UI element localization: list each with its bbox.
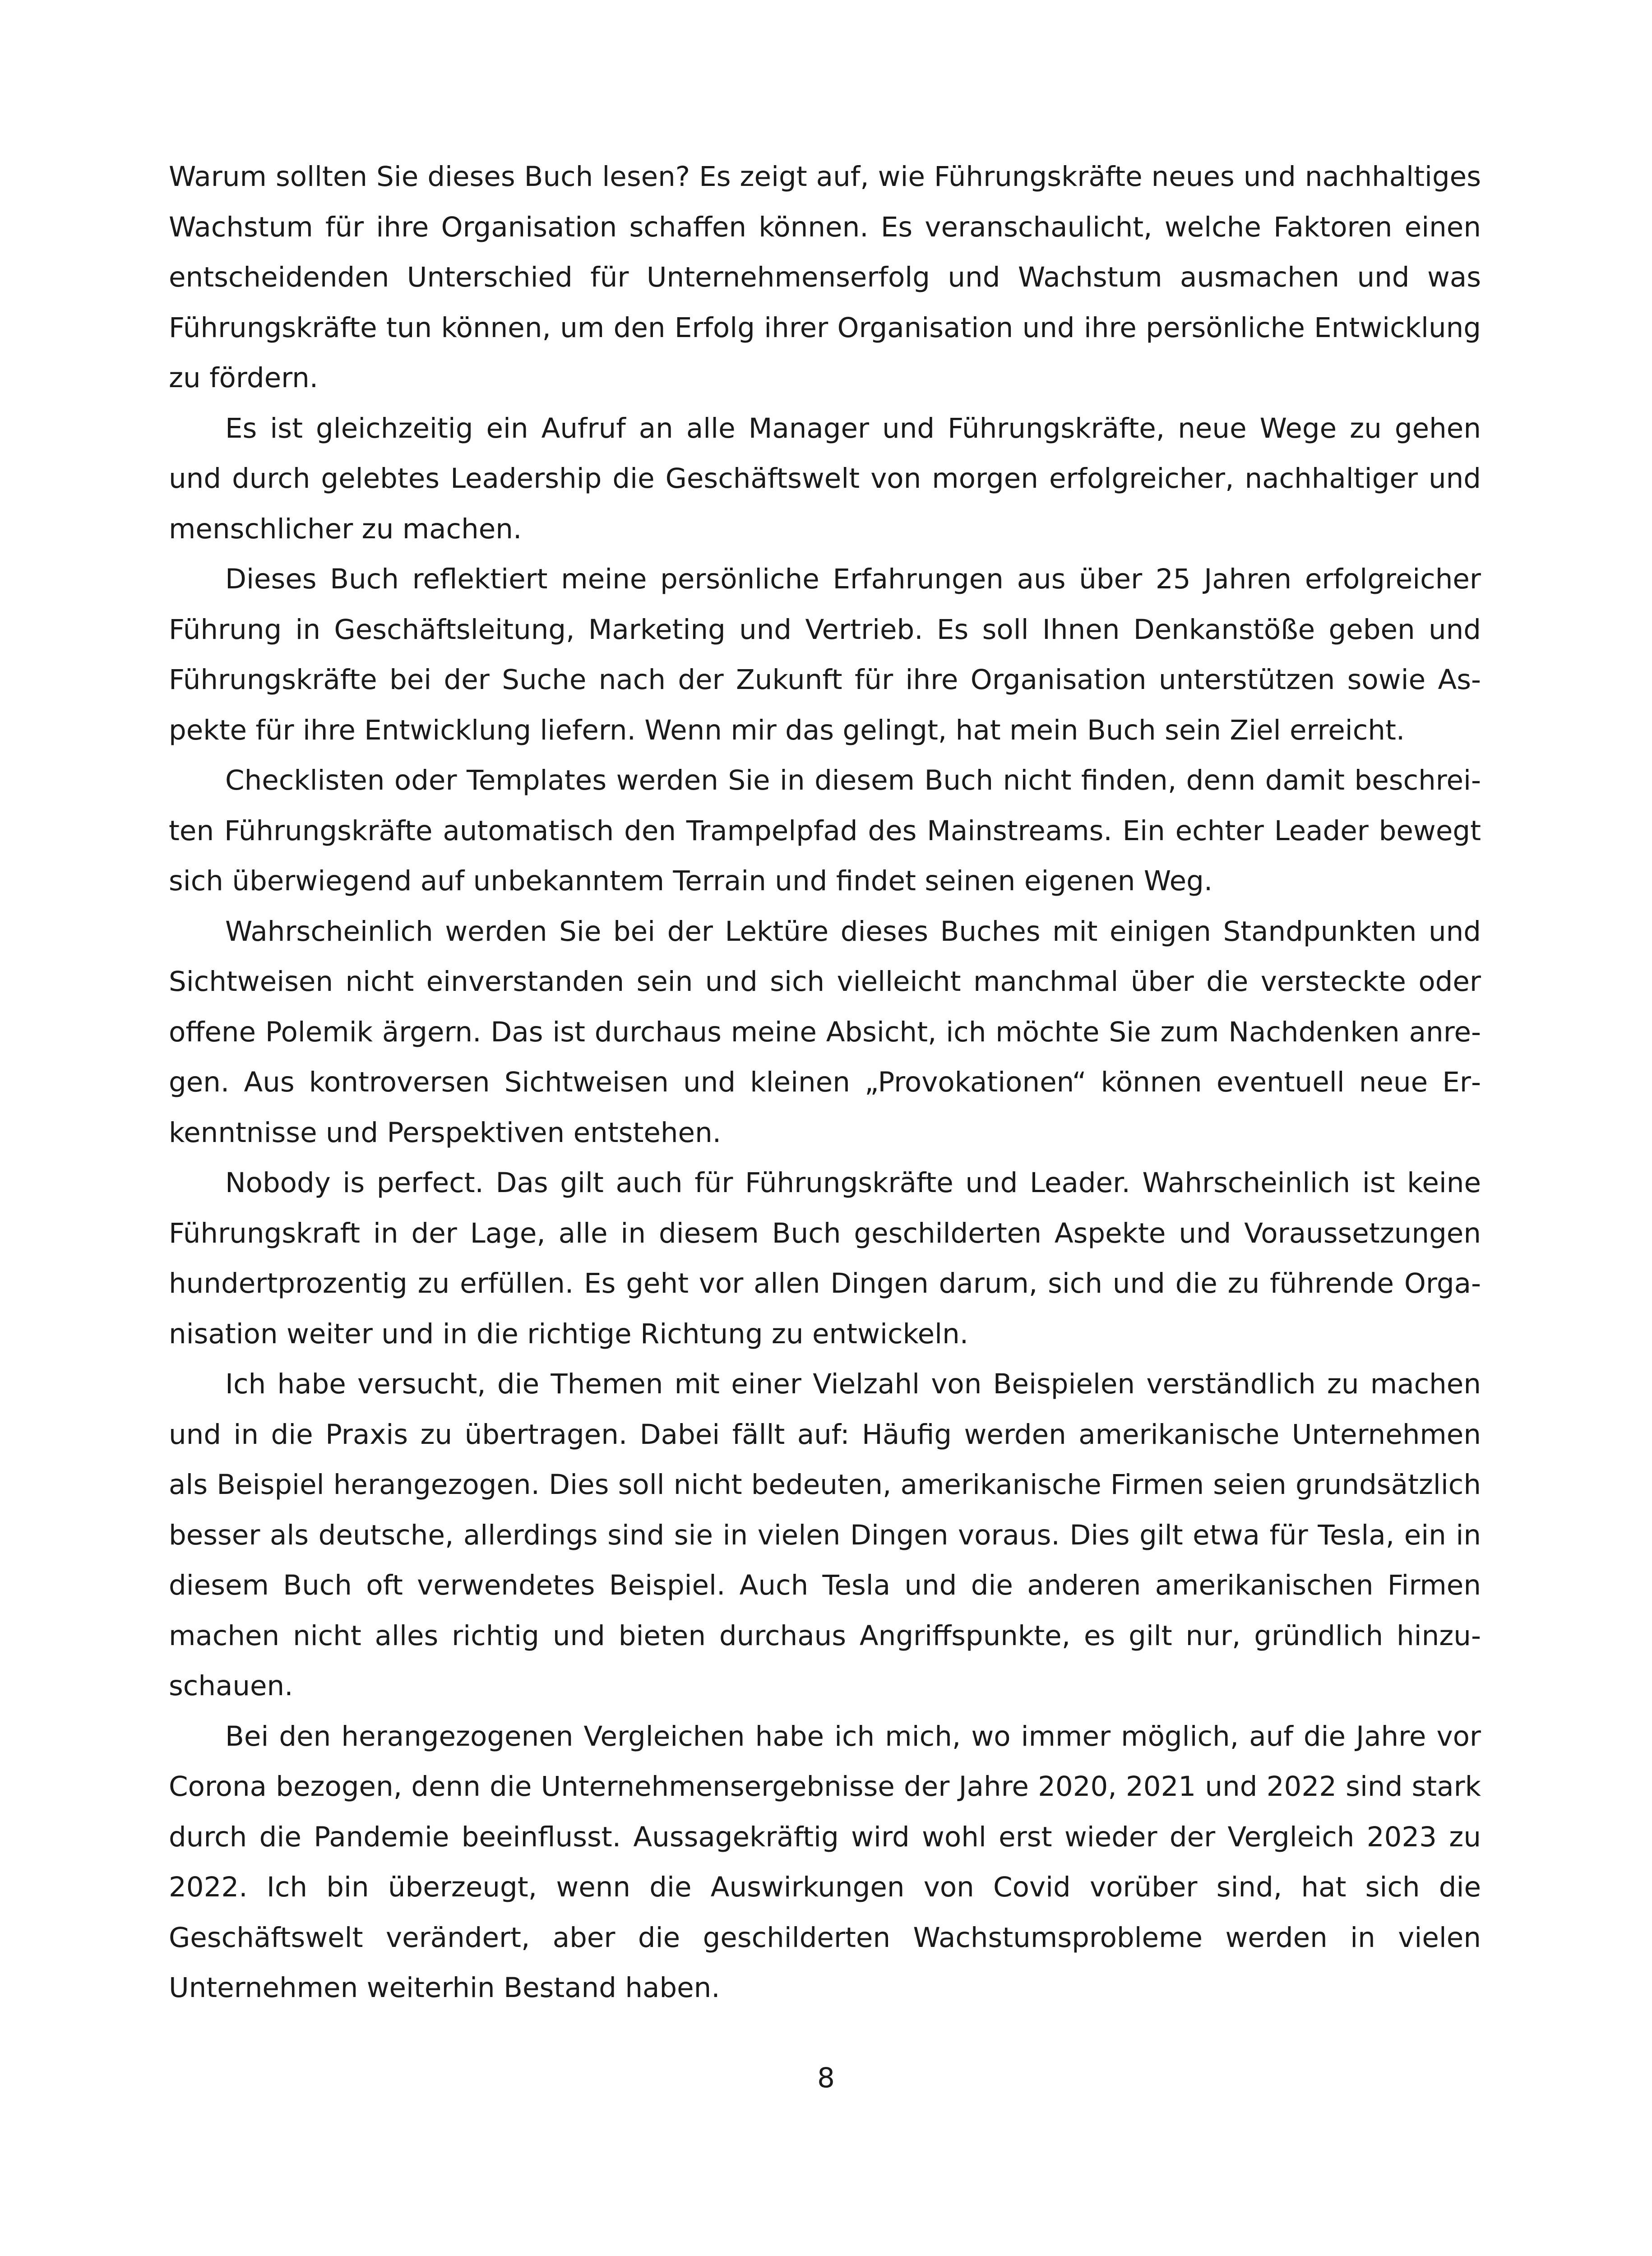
paragraph-5: Wahrscheinlich werden Sie bei der Lektüre dieses Buches mit einigen Standpunkten und Sichtweisen nicht einverstanden sein und sich vielleicht manchmal über die versteckte oder offene Polemik ärgern. Das ist durchaus meine Absicht, ich möchte Sie zum Nachdenken anregen. Aus kontroversen Sichtweisen und kleinen „Provokationen“ können eventuell neue Erkenntnisse und Perspektiven entstehen. [169, 915, 1481, 1149]
paragraph-4: Checklisten oder Templates werden Sie in diesem Buch nicht finden, denn damit beschreiten Führungskräfte automatisch den Trampelpfad des Mainstreams. Ein echter Leader bewegt sich überwiegend auf unbekanntem Terrain und findet seinen eigenen Weg. [169, 764, 1481, 897]
body-text [169, 152, 1481, 2013]
paragraph-6: Nobody is perfect. Das gilt auch für Führungskräfte und Leader. Wahrscheinlich ist keine Führungskraft in der Lage, alle in diesem Buch geschilderten Aspekte und Voraussetzungen hundertprozentig zu erfüllen. Es geht vor allen Dingen darum, sich und die zu führende Organisation weiter und in die richtige Richtung zu entwickeln. [169, 1167, 1481, 1350]
paragraph-1: Warum sollten Sie dieses Buch lesen? Es zeigt auf, wie Führungskräfte neues und nachhaltiges Wachstum für ihre Organisation schaffen können. Es veranschaulicht, welche Faktoren einen entscheidenden Unterschied für Unternehmenserfolg und Wachstum ausmachen und was Führungskräfte tun können, um den Erfolg ihrer Organisation und ihre persönliche Entwicklung zu fördern. [169, 161, 1481, 394]
paragraph-8: Bei den herangezogenen Vergleichen habe ich mich, wo immer möglich, auf die Jahre vor Corona bezogen, denn die Unternehmensergebnisse der Jahre 2020, 2021 und 2022 sind stark durch die Pandemie beeinflusst. Aussagekräftig wird wohl erst wieder der Vergleich 2023 zu 2022. Ich bin überzeugt, wenn die Auswirkungen von Covid vorüber sind, hat sich die Geschäftswelt verändert, aber die geschilderten Wachstumsprobleme werden in vielen Unternehmen weiterhin Bestand haben. [169, 1720, 1481, 2004]
paragraph-3: Dieses Buch reflektiert meine persönliche Erfahrungen aus über 25 Jahren erfolgreicher Führung in Geschäftsleitung, Marketing und Vertrieb. Es soll Ihnen Denkanstöße geben und Führungskräfte bei der Suche nach der Zukunft für ihre Organisation unterstützen sowie Aspekte für ihre Entwicklung liefern. Wenn mir das gelingt, hat mein Buch sein Ziel erreicht. [169, 563, 1481, 746]
paragraph-7: Ich habe versucht, die Themen mit einer Vielzahl von Beispielen verständlich zu machen und in die Praxis zu übertragen. Dabei fällt auf: Häufig werden amerikanische Unternehmen als Beispiel herangezogen. Dies soll nicht bedeuten, amerikanische Firmen seien grundsätzlich besser als deutsche, allerdings sind sie in vielen Dingen voraus. Dies gilt etwa für Tesla, ein in diesem Buch oft verwendetes Beispiel. Auch Tesla und die anderen amerikanischen Firmen machen nicht alles richtig und bieten durchaus Angriffspunkte, es gilt nur, gründlich hinzuschauen. [169, 1368, 1481, 1702]
paragraph-2: Es ist gleichzeitig ein Aufruf an alle Manager und Führungskräfte, neue Wege zu gehen und durch gelebtes Leadership die Geschäftswelt von morgen erfolgreicher, nachhaltiger und menschlicher zu machen. [169, 412, 1481, 545]
page-number: 8 [817, 2062, 835, 2094]
